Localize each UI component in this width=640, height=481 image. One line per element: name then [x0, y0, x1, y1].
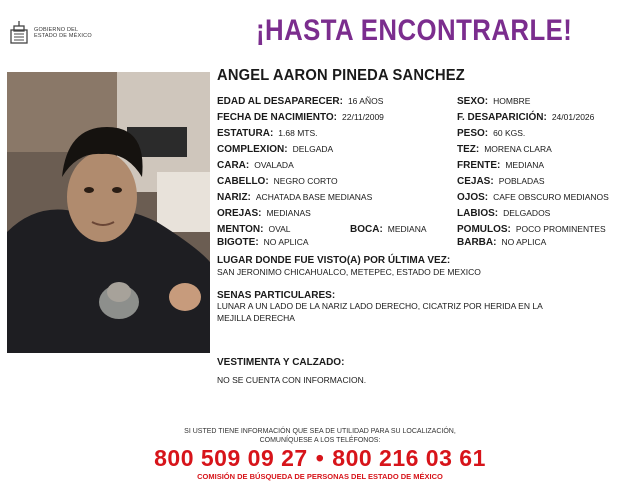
field-bigote-value: NO APLICA [263, 237, 309, 247]
field-fecha-nacimiento-label: FECHA DE NACIMIENTO: [217, 112, 337, 123]
field-nariz-label: NARIZ: [217, 192, 251, 203]
clothing-title: VESTIMENTA Y CALZADO: [217, 357, 345, 368]
field-labios [457, 208, 550, 219]
logo-text [34, 27, 92, 40]
field-menton-value: OVAL [268, 224, 291, 234]
logo-line-1: GOBIERNO DEL [34, 26, 79, 33]
field-pomulos-label: POMULOS: [457, 224, 511, 235]
field-bigote-label: BIGOTE: [217, 237, 259, 248]
logo-line-2: ESTADO DE MÉXICO [34, 33, 92, 39]
photo-illustration [7, 72, 210, 353]
field-sexo-label: SEXO: [457, 96, 489, 107]
field-edad [217, 96, 383, 107]
field-nariz-value: ACHATADA BASE MEDIANAS [255, 192, 373, 202]
phone-numbers [0, 445, 640, 472]
field-cejas-value: POBLADAS [498, 176, 545, 186]
field-boca-label: BOCA: [350, 224, 383, 235]
field-orejas [217, 208, 311, 219]
last-seen-title: LUGAR DONDE FUE VISTO(A) POR ÚLTIMA VEZ: [217, 255, 451, 266]
field-tez [457, 144, 552, 155]
field-cabello [217, 176, 338, 187]
field-cabello-label: CABELLO: [217, 176, 269, 187]
government-logo [8, 18, 118, 48]
field-labios-value: DELGADOS [503, 208, 551, 218]
field-boca-value: MEDIANA [387, 224, 427, 234]
field-pomulos [457, 224, 606, 235]
field-orejas-value: MEDIANAS [266, 208, 311, 218]
field-tez-label: TEZ: [457, 144, 480, 155]
field-nariz [217, 192, 372, 203]
field-cara-label: CARA: [217, 160, 250, 171]
field-cejas [457, 176, 545, 187]
field-pomulos-value: POCO PROMINENTES [515, 224, 606, 234]
field-orejas-label: OREJAS: [217, 208, 262, 219]
footer-note-1: SI USTED TIENE INFORMACIÓN QUE SEA DE UTILIDAD PARA SU LOCALIZACIÓN, [184, 428, 456, 435]
field-estatura [217, 128, 318, 139]
field-frente-label: FRENTE: [457, 160, 501, 171]
field-ojos-value: CAFE OBSCURO MEDIANOS [493, 192, 609, 202]
field-labios-label: LABIOS: [457, 208, 499, 219]
field-ojos [457, 192, 609, 203]
marks-text [217, 300, 627, 324]
clothing-text: NO SE CUENTA CON INFORMACION. [217, 375, 367, 385]
marks-line-1: LUNAR A UN LADO DE LA NARIZ LADO DERECHO, CICATRIZ POR HERIDA EN LA [217, 301, 543, 311]
footer-note-2: COMUNÍQUESE A LOS TELÉFONOS: [259, 437, 381, 444]
field-fecha-desaparicion-label: F. DESAPARICIÓN: [457, 112, 547, 123]
field-sexo-value: HOMBRE [493, 96, 531, 106]
field-peso [457, 128, 525, 139]
field-barba [457, 237, 546, 248]
field-cara [217, 160, 294, 171]
phone-separator: • [315, 445, 325, 471]
phone-number-1[interactable]: 800 509 09 27 [154, 445, 308, 471]
field-edad-value: 16 AÑOS [347, 96, 384, 106]
field-complexion-value: DELGADA [292, 144, 334, 154]
field-edad-label: EDAD AL DESAPARECER: [217, 96, 343, 107]
field-estatura-value: 1.68 MTS. [278, 128, 318, 138]
field-frente-value: MEDIANA [505, 160, 545, 170]
field-barba-value: NO APLICA [501, 237, 547, 247]
field-boca [350, 224, 427, 235]
field-fecha-nacimiento-value: 22/11/2009 [342, 112, 384, 122]
field-barba-label: BARBA: [457, 237, 497, 248]
field-cabello-value: NEGRO CORTO [273, 176, 338, 186]
field-frente [457, 160, 544, 171]
field-fecha-nacimiento [217, 112, 384, 123]
field-ojos-label: OJOS: [457, 192, 489, 203]
person-name: ANGEL AARON PINEDA SANCHEZ [217, 67, 465, 84]
headline: ¡HASTA ENCONTRARLE! [256, 14, 573, 47]
field-cejas-label: CEJAS: [457, 176, 494, 187]
field-fecha-desaparicion-value: 24/01/2026 [551, 112, 595, 122]
last-seen-text: SAN JERONIMO CHICAHUALCO, METEPEC, ESTADO DE MEXICO [217, 267, 481, 277]
field-tez-value: MORENA CLARA [484, 144, 552, 154]
field-menton [217, 224, 291, 235]
field-menton-label: MENTON: [217, 224, 264, 235]
field-cara-value: OVALADA [254, 160, 294, 170]
state-emblem-icon [8, 20, 30, 46]
field-complexion-label: COMPLEXION: [217, 144, 288, 155]
phone-number-2[interactable]: 800 216 03 61 [332, 445, 486, 471]
field-peso-label: PESO: [457, 128, 489, 139]
field-fecha-desaparicion [457, 112, 594, 123]
commission-name: COMISIÓN DE BÚSQUEDA DE PERSONAS DEL ESTADO DE MÉXICO [197, 472, 443, 481]
field-bigote [217, 237, 309, 248]
field-estatura-label: ESTATURA: [217, 128, 274, 139]
missing-person-photo [7, 72, 210, 353]
marks-line-2: MEJILLA DERECHA [217, 313, 295, 323]
field-peso-value: 60 KGS. [493, 128, 526, 138]
field-complexion [217, 144, 333, 155]
field-sexo [457, 96, 530, 107]
marks-title: SENAS PARTICULARES: [217, 290, 336, 301]
